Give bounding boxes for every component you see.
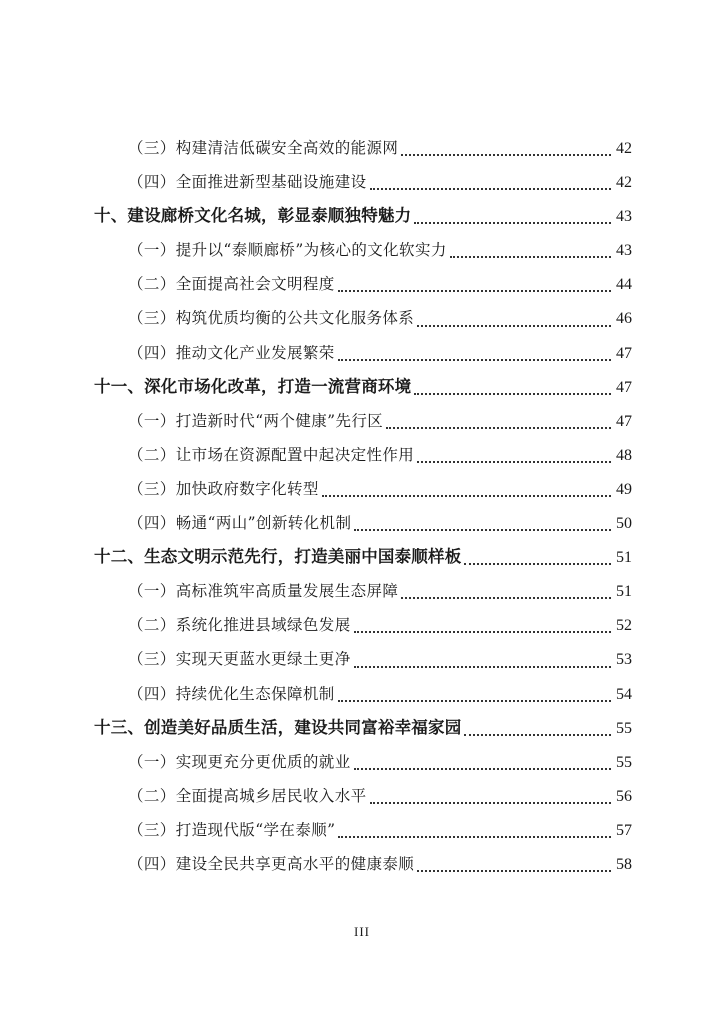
toc-entry-page: 48 (616, 446, 632, 464)
toc-chapter-entry[interactable] (94, 199, 632, 233)
toc-entry-title: 十三、创造美好品质生活，建设共同富裕幸福家园 (94, 717, 462, 737)
toc-dot-leader (417, 324, 611, 327)
toc-entry-title: 十、建设廊桥文化名城，彰显泰顺独特魅力 (94, 206, 412, 226)
toc-entry-page: 43 (616, 208, 632, 226)
toc-section-entry[interactable] (94, 404, 632, 438)
toc-section-entry[interactable] (94, 642, 632, 676)
toc-dot-leader (464, 562, 611, 565)
toc-dot-leader (414, 221, 611, 224)
toc-section-entry[interactable] (94, 677, 632, 711)
toc-entry-page: 47 (616, 412, 632, 430)
toc-entry-page: 51 (616, 583, 632, 601)
toc-entry-title: （一）高标准筑牢高质量发展生态屏障 (128, 582, 399, 601)
toc-entry-page: 58 (616, 855, 632, 873)
toc-section-entry[interactable] (94, 608, 632, 642)
toc-dot-leader (338, 358, 611, 361)
toc-entry-title: （四）畅通“两山”创新转化机制 (128, 514, 352, 533)
toc-entry-page: 46 (616, 310, 632, 328)
toc-entry-title: （四）建设全民共享更高水平的健康泰顺 (128, 854, 415, 873)
toc-section-entry[interactable] (94, 574, 632, 608)
toc-section-entry[interactable] (94, 779, 632, 813)
toc-entry-page: 57 (616, 821, 632, 839)
toc-dot-leader (464, 733, 611, 736)
toc-entry-page: 49 (616, 480, 632, 498)
toc-section-entry[interactable] (94, 847, 632, 881)
toc-entry-title: （三）打造现代版“学在泰顺” (128, 820, 336, 839)
toc-entry-page: 47 (616, 344, 632, 362)
toc-entry-page: 47 (616, 378, 632, 396)
toc-dot-leader (417, 869, 611, 872)
toc-entry-page: 44 (616, 276, 632, 294)
toc-section-entry[interactable] (94, 267, 632, 301)
toc-entry-title: 十一、深化市场化改革，打造一流营商环境 (94, 376, 412, 396)
toc-entry-title: （二）系统化推进县域绿色发展 (128, 616, 351, 635)
toc-dot-leader (370, 187, 611, 190)
toc-dot-leader (417, 460, 611, 463)
toc-entry-title: （四）全面推进新型基础设施建设 (128, 173, 367, 192)
toc-section-entry[interactable] (94, 233, 632, 267)
toc-dot-leader (401, 153, 611, 156)
toc-entry-title: （四）持续优化生态保障机制 (128, 684, 335, 703)
toc-entry-title: （二）全面提高城乡居民收入水平 (128, 786, 367, 805)
toc-dot-leader (322, 494, 611, 497)
toc-entry-title: （一）打造新时代“两个健康”先行区 (128, 411, 384, 430)
toc-entry-title: （二）全面提高社会文明程度 (128, 275, 335, 294)
toc-dot-leader (386, 426, 611, 429)
toc-dot-leader (354, 767, 611, 770)
toc-entry-title: （一）提升以“泰顺廊桥”为核心的文化软实力 (128, 241, 447, 260)
toc-chapter-entry[interactable] (94, 711, 632, 745)
toc-section-entry[interactable] (94, 131, 632, 165)
toc-entry-title: （三）构建清洁低碳安全高效的能源网 (128, 139, 399, 157)
page-number: III (354, 924, 370, 939)
toc-chapter-entry[interactable] (94, 370, 632, 404)
toc-entry-page: 55 (616, 719, 632, 737)
toc-dot-leader (338, 699, 611, 702)
toc-entry-title: （四）推动文化产业发展繁荣 (128, 343, 335, 362)
toc-section-entry[interactable] (94, 301, 632, 335)
toc-entry-title: （一）实现更充分更优质的就业 (128, 752, 351, 771)
toc-entry-title: （三）实现天更蓝水更绿土更净 (128, 650, 351, 669)
toc-entry-page: 53 (616, 651, 632, 669)
toc-section-entry[interactable] (94, 745, 632, 779)
toc-entry-page: 43 (616, 242, 632, 260)
toc-entry-title: （三）加快政府数字化转型 (128, 479, 319, 498)
toc-dot-leader (401, 596, 611, 599)
toc-dot-leader (370, 801, 611, 804)
toc-section-entry[interactable] (94, 336, 632, 370)
toc-dot-leader (354, 528, 611, 531)
toc-entry-page: 42 (616, 140, 632, 157)
toc-section-entry[interactable] (94, 813, 632, 847)
toc-section-entry[interactable] (94, 438, 632, 472)
toc-dot-leader (414, 392, 611, 395)
toc-entry-page: 56 (616, 787, 632, 805)
toc-dot-leader (338, 835, 611, 838)
toc-section-entry[interactable] (94, 506, 632, 540)
toc-entry-title: （三）构筑优质均衡的公共文化服务体系 (128, 309, 415, 328)
toc-entry-page: 51 (616, 549, 632, 567)
table-of-contents (94, 131, 632, 881)
toc-section-entry[interactable] (94, 472, 632, 506)
toc-entry-title: （二）让市场在资源配置中起决定性作用 (128, 445, 415, 464)
toc-section-entry[interactable] (94, 165, 632, 199)
toc-entry-page: 42 (616, 174, 632, 192)
toc-dot-leader (354, 665, 611, 668)
toc-entry-page: 52 (616, 617, 632, 635)
toc-chapter-entry[interactable] (94, 540, 632, 574)
toc-entry-page: 50 (616, 515, 632, 533)
toc-dot-leader (338, 289, 611, 292)
toc-dot-leader (354, 630, 611, 633)
toc-entry-title: 十二、生态文明示范先行，打造美丽中国泰顺样板 (94, 547, 462, 567)
toc-entry-page: 55 (616, 753, 632, 771)
toc-entry-page: 54 (616, 685, 632, 703)
toc-dot-leader (450, 255, 611, 258)
